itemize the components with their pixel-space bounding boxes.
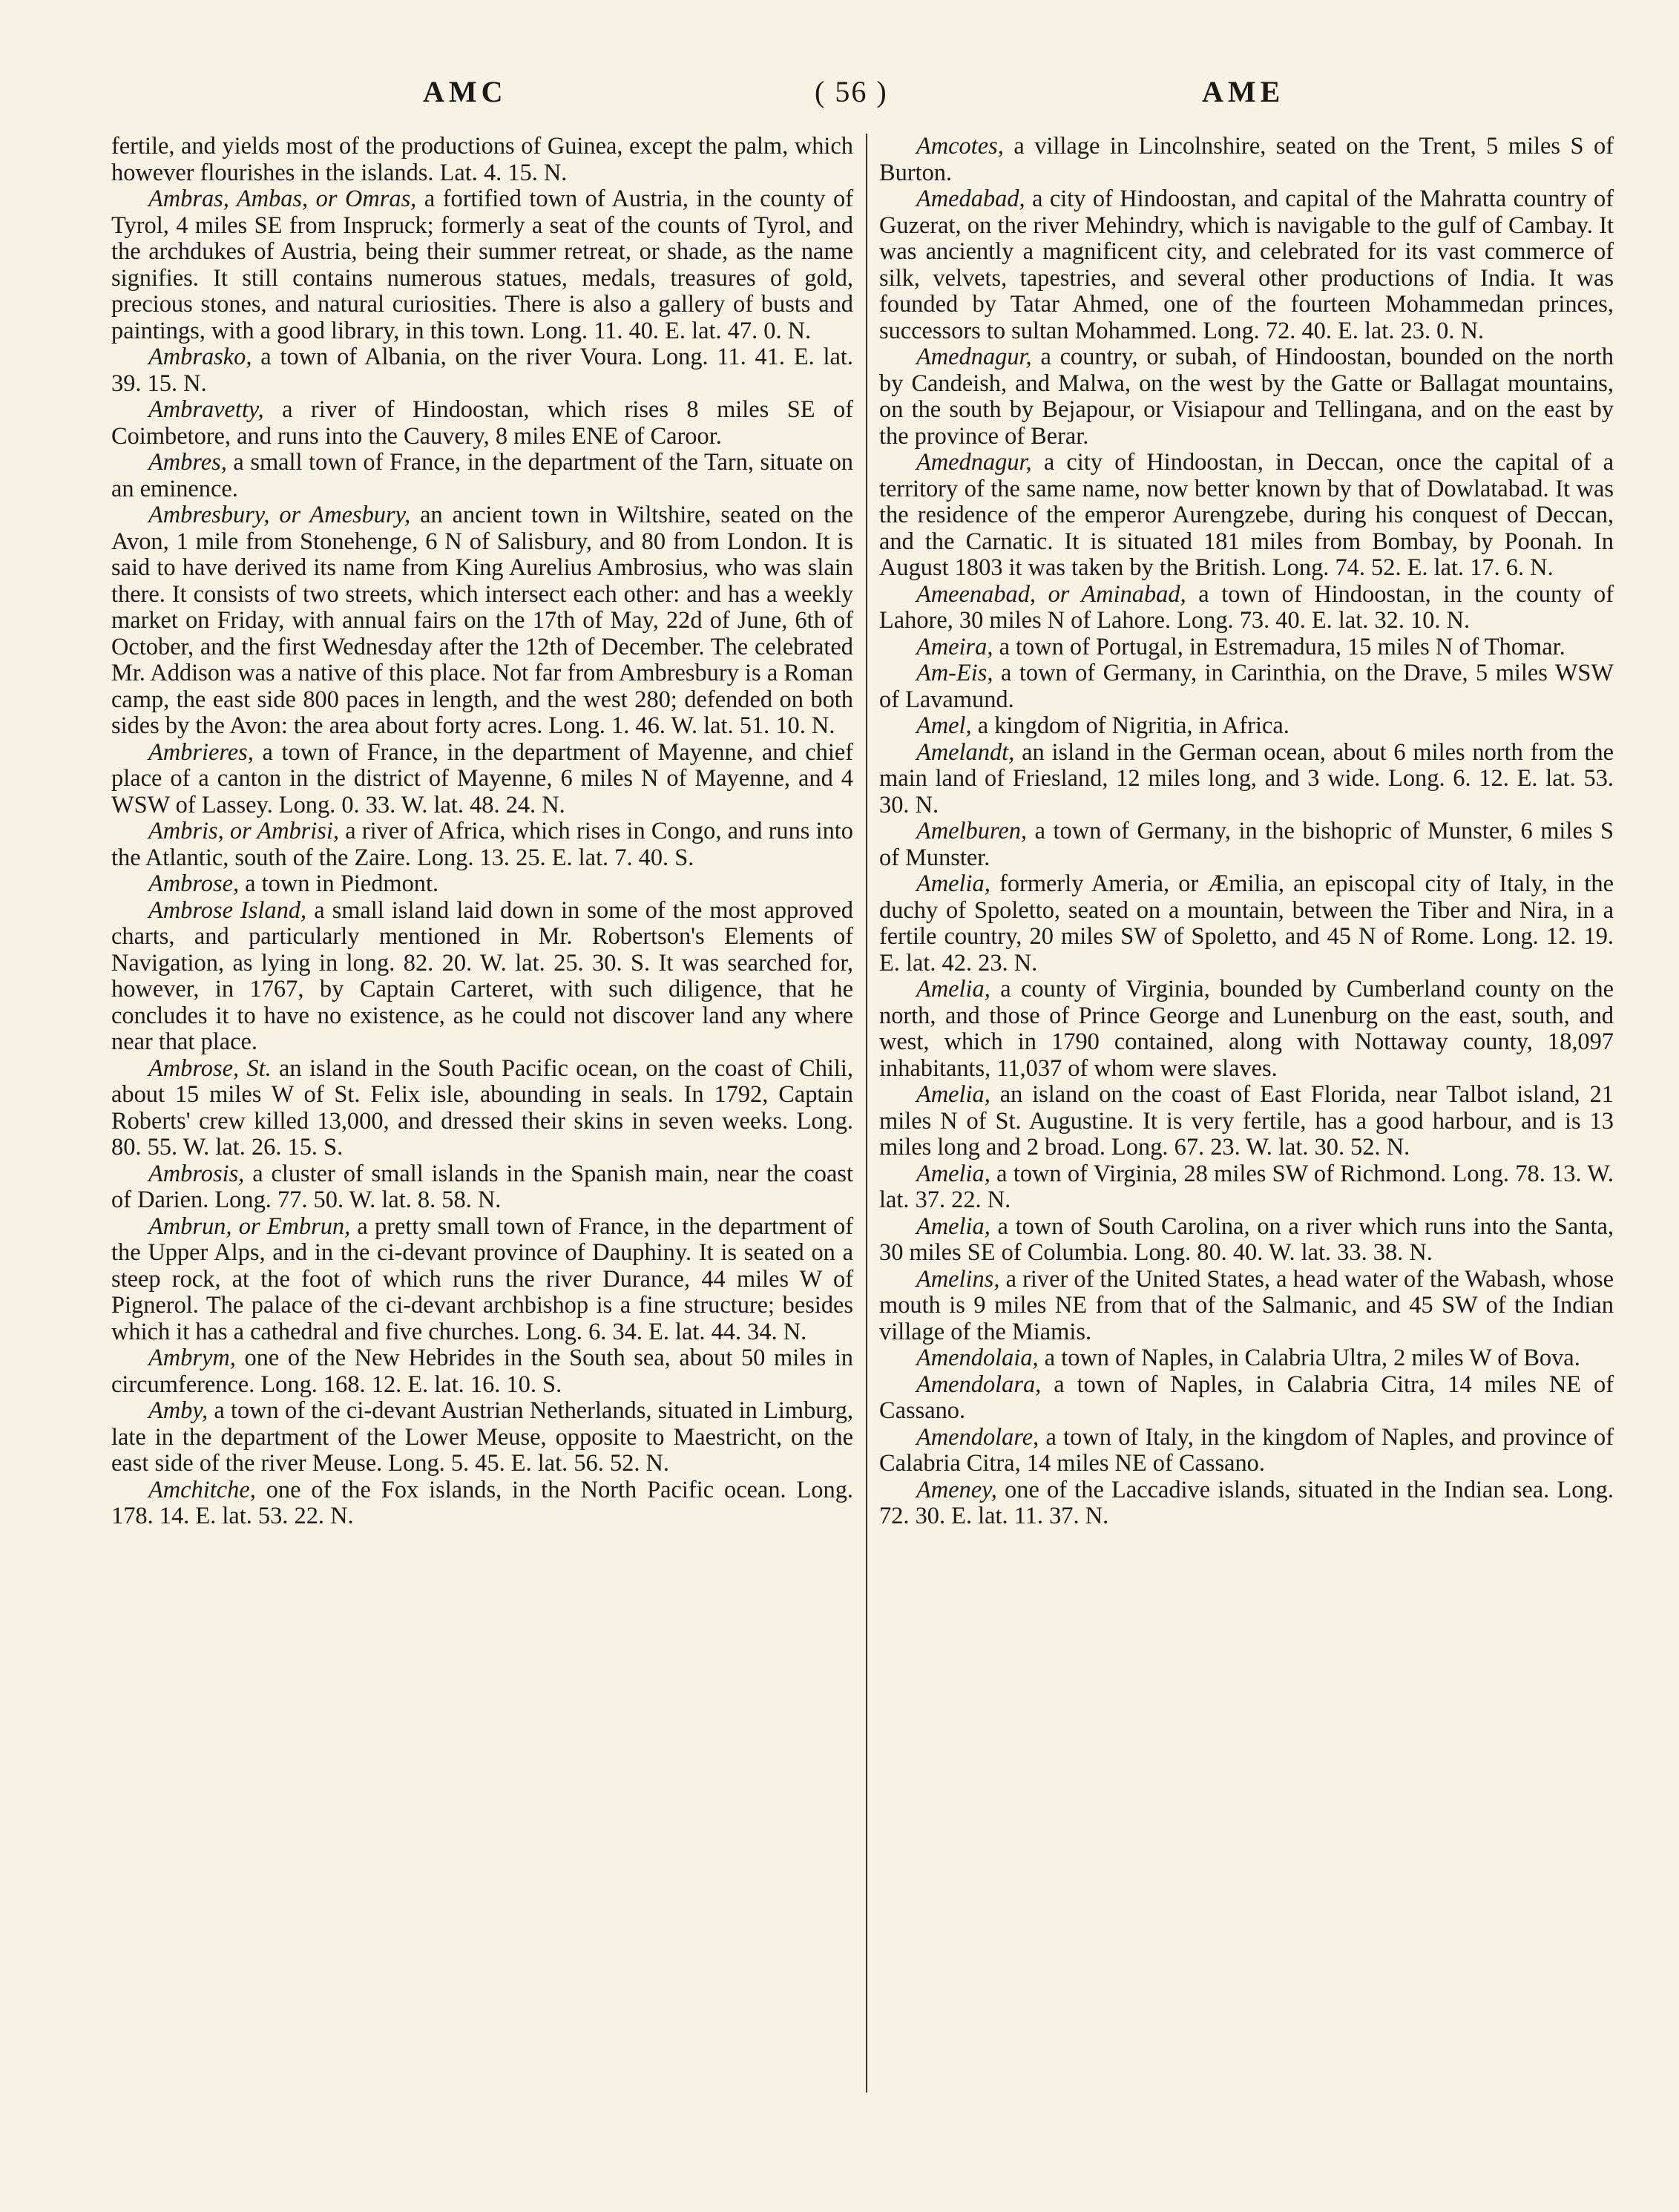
entry-headword: Amel, — [916, 712, 972, 739]
entry-headword: Amelia, — [916, 976, 990, 1002]
gazetteer-entry — [879, 871, 1614, 977]
entry-headword: Ameenabad, or Aminabad, — [916, 580, 1186, 608]
entry-headword: Ambrun, or Embrun, — [148, 1212, 351, 1240]
entry-text: an island in the South Pacific ocean, on the coast of Chili, about 15 miles W of St. Felix isle, abounding in seals. In 1792, Captain Roberts' crew killed 13,000, and dressed their skins in seven weeks. Long. 80. 55. W. lat. 26. 15. S. — [111, 1054, 853, 1161]
gazetteer-entry — [111, 502, 853, 740]
entry-headword: Amednagur, — [916, 344, 1032, 370]
entry-headword: Ambras, Ambas, or Omras, — [148, 186, 417, 212]
gazetteer-entry — [879, 1082, 1614, 1161]
entry-text: one of the New Hebrides in the South sea, about 50 miles in circumference. Long. 168. 12. E. lat. 16. 10. S. — [111, 1345, 853, 1398]
entry-headword: Amendolaia, — [916, 1345, 1039, 1371]
gazetteer-entry — [879, 1214, 1614, 1267]
entry-headword: Amelandt, — [916, 738, 1015, 766]
entry-text: a river of Hindoostan, which rises 8 miles SE of Coimbetore, and runs into the Cauvery, 8 miles ENE of Caroor. — [111, 396, 853, 450]
entry-text: an island on the coast of East Florida, near Talbot island, 21 miles N of St. Augustine. It is very fertile, has a good harbour, and is 13 miles long and 2 broad. Long. 67. 23. W. lat. 30. 52. N. — [879, 1081, 1614, 1161]
entry-headword: Amedabad, — [916, 186, 1025, 212]
header-left-guide-word: AMC — [423, 75, 507, 108]
entry-text: a country, or subah, of Hindoostan, bounded on the north by Candeish, and Malwa, on the west by the Gatte or Ballagat mountains, on the south by Bejapour, or Visiapour and Tellingana, and on the east by the province of Berar. — [879, 344, 1614, 450]
gazetteer-entry — [111, 1398, 853, 1477]
entry-text: a town of Albania, on the river Voura. Long. 11. 41. E. lat. 39. 15. N. — [111, 344, 854, 397]
entry-headword: Ameira, — [916, 633, 993, 660]
header-right-guide-word: AME — [1202, 75, 1285, 108]
entry-headword: Amendolare, — [916, 1423, 1039, 1451]
entry-headword: Amelia, — [916, 1212, 990, 1240]
entry-headword: Ambres, — [148, 449, 227, 476]
entry-text: an island in the German ocean, about 6 miles north from the main land of Friesland, 12 miles long, and 3 wide. Long. 6. 12. E. lat. 53. 30. N. — [879, 738, 1614, 818]
entry-headword: Amendolara, — [916, 1371, 1042, 1398]
gazetteer-entry — [111, 344, 853, 397]
entry-headword: Ambrym, — [148, 1345, 236, 1371]
gazetteer-entry — [879, 582, 1614, 634]
entry-headword: Am-Eis, — [916, 660, 993, 686]
entry-headword: Ambrieres, — [148, 738, 254, 766]
gazetteer-entry — [879, 1425, 1614, 1477]
entry-text: a town of Italy, in the kingdom of Naples, and province of Calabria Citra, 14 miles NE of Cassano. — [879, 1423, 1614, 1477]
entry-headword: Ambris, or Ambrisi, — [148, 818, 339, 844]
gazetteer-entry — [111, 1477, 853, 1530]
entry-text: a city of Hindoostan, and capital of the Mahratta country of Guzerat, on the river Mehindry, which is navigable to the gulf of Cambay. It was anciently a magnificent city, and celebrated for its vast commerce of silk, velvets, tapestries, and several other productions of India. It was founded by Tatar Ahmed, one of the fourteen Mohammedan princes, successors to sultan Mohammed. Long. 72. 40. E. lat. 23. 0. N. — [879, 186, 1614, 344]
entry-headword: Amednagur, — [916, 449, 1032, 476]
entry-headword: Ambresbury, or Amesbury, — [148, 502, 411, 528]
right-column — [879, 134, 1614, 1530]
entry-text: one of the Laccadive islands, situated in the Indian sea. Long. 72. 30. E. lat. 11. 37. N. — [879, 1476, 1614, 1529]
entry-headword: Ambrasko, — [148, 344, 252, 370]
gazetteer-entry — [111, 740, 853, 819]
gazetteer-entry — [879, 634, 1614, 661]
running-header — [111, 74, 1588, 126]
entry-text: fertile, and yields most of the productions of Guinea, except the palm, which however flourishes in the islands. Lat. 4. 15. N. — [111, 133, 853, 186]
gazetteer-entry — [111, 871, 853, 898]
entry-text: a fortified town of Austria, in the county of Tyrol, 4 miles SE from Inspruck; formerly a seat of the counts of Tyrol, and the archdukes of Austria, being their summer retreat, or shade, as the name signifies. It still contains numerous statues, medals, treasures of gold, precious stones, and natural curiosities. There is also a gallery of busts and paintings, with a good library, in this town. Long. 11. 40. E. lat. 47. 0. N. — [111, 186, 853, 344]
entry-headword: Ambrose, — [148, 870, 240, 897]
entry-headword: Amelins, — [916, 1265, 1000, 1293]
entry-text: a village in Lincolnshire, seated on the Trent, 5 miles S of Burton. — [879, 133, 1614, 186]
gazetteer-entry — [111, 1214, 853, 1346]
entry-text: a pretty small town of France, in the department of the Upper Alps, and in the ci-devant province of Dauphiny. It is seated on a steep rock, at the foot of which runs the river Durance, 44 miles W of Pignerol. The palace of the ci-devant archbishop is a fine structure; besides which it has a cathedral and five churches. Long. 6. 34. E. lat. 44. 34. N. — [111, 1212, 853, 1345]
entry-headword: Amchitche, — [148, 1476, 256, 1503]
entry-headword: Amcotes, — [916, 133, 1004, 160]
gazetteer-entry — [879, 1161, 1614, 1214]
entry-text: a town of Germany, in Carinthia, on the Drave, 5 miles WSW of Lavamund. — [879, 660, 1614, 713]
gazetteer-entry — [111, 450, 853, 502]
entry-headword: Ambrose Island, — [148, 896, 307, 924]
entry-text: a river of Africa, which rises in Congo, and runs into the Atlantic, south of the Zaire. Long. 13. 25. E. lat. 7. 40. S. — [111, 818, 853, 871]
entry-text: a city of Hindoostan, in Deccan, once the capital of a territory of the same name, now better known by that of Dowlatabad. It was the residence of the emperor Aurengzebe, during his conquest of Deccan, and the Carnatic. It is situated 181 miles from Bombay, by Poonah. In August 1803 it was taken by the British. Long. 74. 52. E. lat. 17. 6. N. — [879, 449, 1614, 581]
entry-text: a town of the ci-devant Austrian Netherlands, situated in Limburg, late in the department of the Lower Meuse, opposite to Maestricht, on the east side of the river Meuse. Long. 5. 45. E. lat. 56. 52. N. — [111, 1397, 853, 1477]
gazetteer-entry — [879, 818, 1614, 871]
gazetteer-entry — [879, 1345, 1614, 1372]
gazetteer-entry — [111, 818, 853, 871]
gazetteer-entry — [879, 344, 1614, 450]
entry-headword: Ameney, — [916, 1476, 997, 1503]
gazetteer-entry — [879, 134, 1614, 186]
entry-text: a town of South Carolina, on a river which runs into the Santa, 30 miles SE of Columbia. Long. 80. 40. W. lat. 33. 38. N. — [879, 1212, 1614, 1266]
entry-headword: Amby, — [148, 1397, 208, 1424]
gazetteer-entry — [879, 450, 1614, 582]
entry-text: a town of Portugal, in Estremadura, 15 miles N of Thomar. — [999, 633, 1565, 660]
gazetteer-entry — [879, 660, 1614, 713]
gazetteer-entry — [879, 186, 1614, 344]
gazetteer-entry — [879, 977, 1614, 1082]
entry-text: a kingdom of Nigritia, in Africa. — [977, 712, 1289, 739]
gazetteer-entry — [111, 1345, 853, 1398]
gazetteer-entry — [879, 713, 1614, 740]
page-number: ( 56 ) — [815, 75, 888, 108]
entry-text: one of the Fox islands, in the North Pacific ocean. Long. 178. 14. E. lat. 53. 22. N. — [111, 1476, 853, 1529]
gazetteer-entry — [111, 186, 853, 344]
entry-text: a town of Hindoostan, in the county of Lahore, 30 miles N of Lahore. Long. 73. 40. E. lat. 32. 10. N. — [879, 580, 1614, 634]
left-column — [111, 134, 853, 1530]
gazetteer-entry — [111, 898, 853, 1056]
gazetteer-entry — [879, 1477, 1614, 1530]
gazetteer-entry — [879, 1267, 1614, 1346]
entry-text: a small island laid down in some of the most approved charts, and particularly mentioned in Mr. Robertson's Elements of Navigation, as lying in long. 82. 20. W. lat. 25. 30. S. It was searched for, however, in 1767, by Captain Carteret, with such diligence, that he concludes it to have no existence, as he could not discover land any where near that place. — [111, 896, 854, 1055]
entry-text: a county of Virginia, bounded by Cumberland county on the north, and those of Prince George and Lunenburg on the east, south, and west, which in 1790 contained, along with Nottaway county, 18,097 inhabitants, 11,037 of whom were slaves. — [879, 976, 1614, 1082]
entry-text: a cluster of small islands in the Spanish main, near the coast of Darien. Long. 77. 50. W. lat. 8. 58. N. — [111, 1160, 853, 1213]
entry-headword: Ambrose, St. — [148, 1054, 272, 1082]
entry-text: a town of Germany, in the bishopric of Munster, 6 miles S of Munster. — [879, 818, 1614, 871]
entry-headword: Amelia, — [916, 1160, 990, 1187]
entry-text: a town of France, in the department of Mayenne, and chief place of a canton in the district of Mayenne, 6 miles N of Mayenne, and 4 WSW of Lassey. Long. 0. 33. W. lat. 48. 24. N. — [111, 738, 853, 818]
entry-text: a town in Piedmont. — [245, 870, 439, 897]
gazetteer-entry — [111, 1161, 853, 1214]
column-divider — [866, 134, 867, 2093]
entry-headword: Ambrosis, — [148, 1160, 245, 1187]
gazetteer-entry — [879, 1372, 1614, 1425]
entry-text: an ancient town in Wiltshire, seated on the Avon, 1 mile from Stonehenge, 6 N of Salisbury, and 80 from London. It is said to have derived its name from King Aurelius Ambrosius, who was slain there. It consists of two streets, which intersect each other: and has a weekly market on Friday, with annual fairs on the 17th of May, 22d of June, 6th of October, and the first Wednesday after the 12th of December. The celebrated Mr. Addison was a native of this place. Not far from Ambresbury is a Roman camp, the east side 800 paces in length, and the west 280; defended on both sides by the Avon: the area about forty acres. Long. 1. 46. W. lat. 51. 10. N. — [111, 502, 853, 739]
entry-headword: Ambravetty, — [148, 396, 264, 423]
gazetteer-entry — [879, 740, 1614, 819]
entry-text: a small town of France, in the department of the Tarn, situate on an eminence. — [111, 449, 853, 502]
gazetteer-entry — [111, 134, 853, 186]
entry-headword: Amelburen, — [916, 818, 1028, 844]
entry-text: formerly Ameria, or Æmilia, an episcopal city of Italy, in the duchy of Spoletto, seated on a mountain, between the Tiber and Nira, in a fertile country, 20 miles SW of Spoletto, and 45 N of Rome. Long. 12. 19. E. lat. 42. 23. N. — [879, 870, 1614, 977]
entry-text: a river of the United States, a head water of the Wabash, whose mouth is 9 miles NE from that of the Salmanic, and 45 SW of the Indian village of the Miamis. — [879, 1265, 1614, 1345]
entry-headword: Amelia, — [916, 1081, 990, 1108]
entry-text: a town of Naples, in Calabria Citra, 14 miles NE of Cassano. — [879, 1371, 1614, 1424]
gazetteer-entry — [111, 1056, 853, 1161]
entry-text: a town of Virginia, 28 miles SW of Richmond. Long. 78. 13. W. lat. 37. 22. N. — [879, 1160, 1614, 1213]
entry-text: a town of Naples, in Calabria Ultra, 2 miles W of Bova. — [1044, 1345, 1580, 1371]
gazetteer-entry — [111, 397, 853, 450]
entry-headword: Amelia, — [916, 870, 990, 897]
